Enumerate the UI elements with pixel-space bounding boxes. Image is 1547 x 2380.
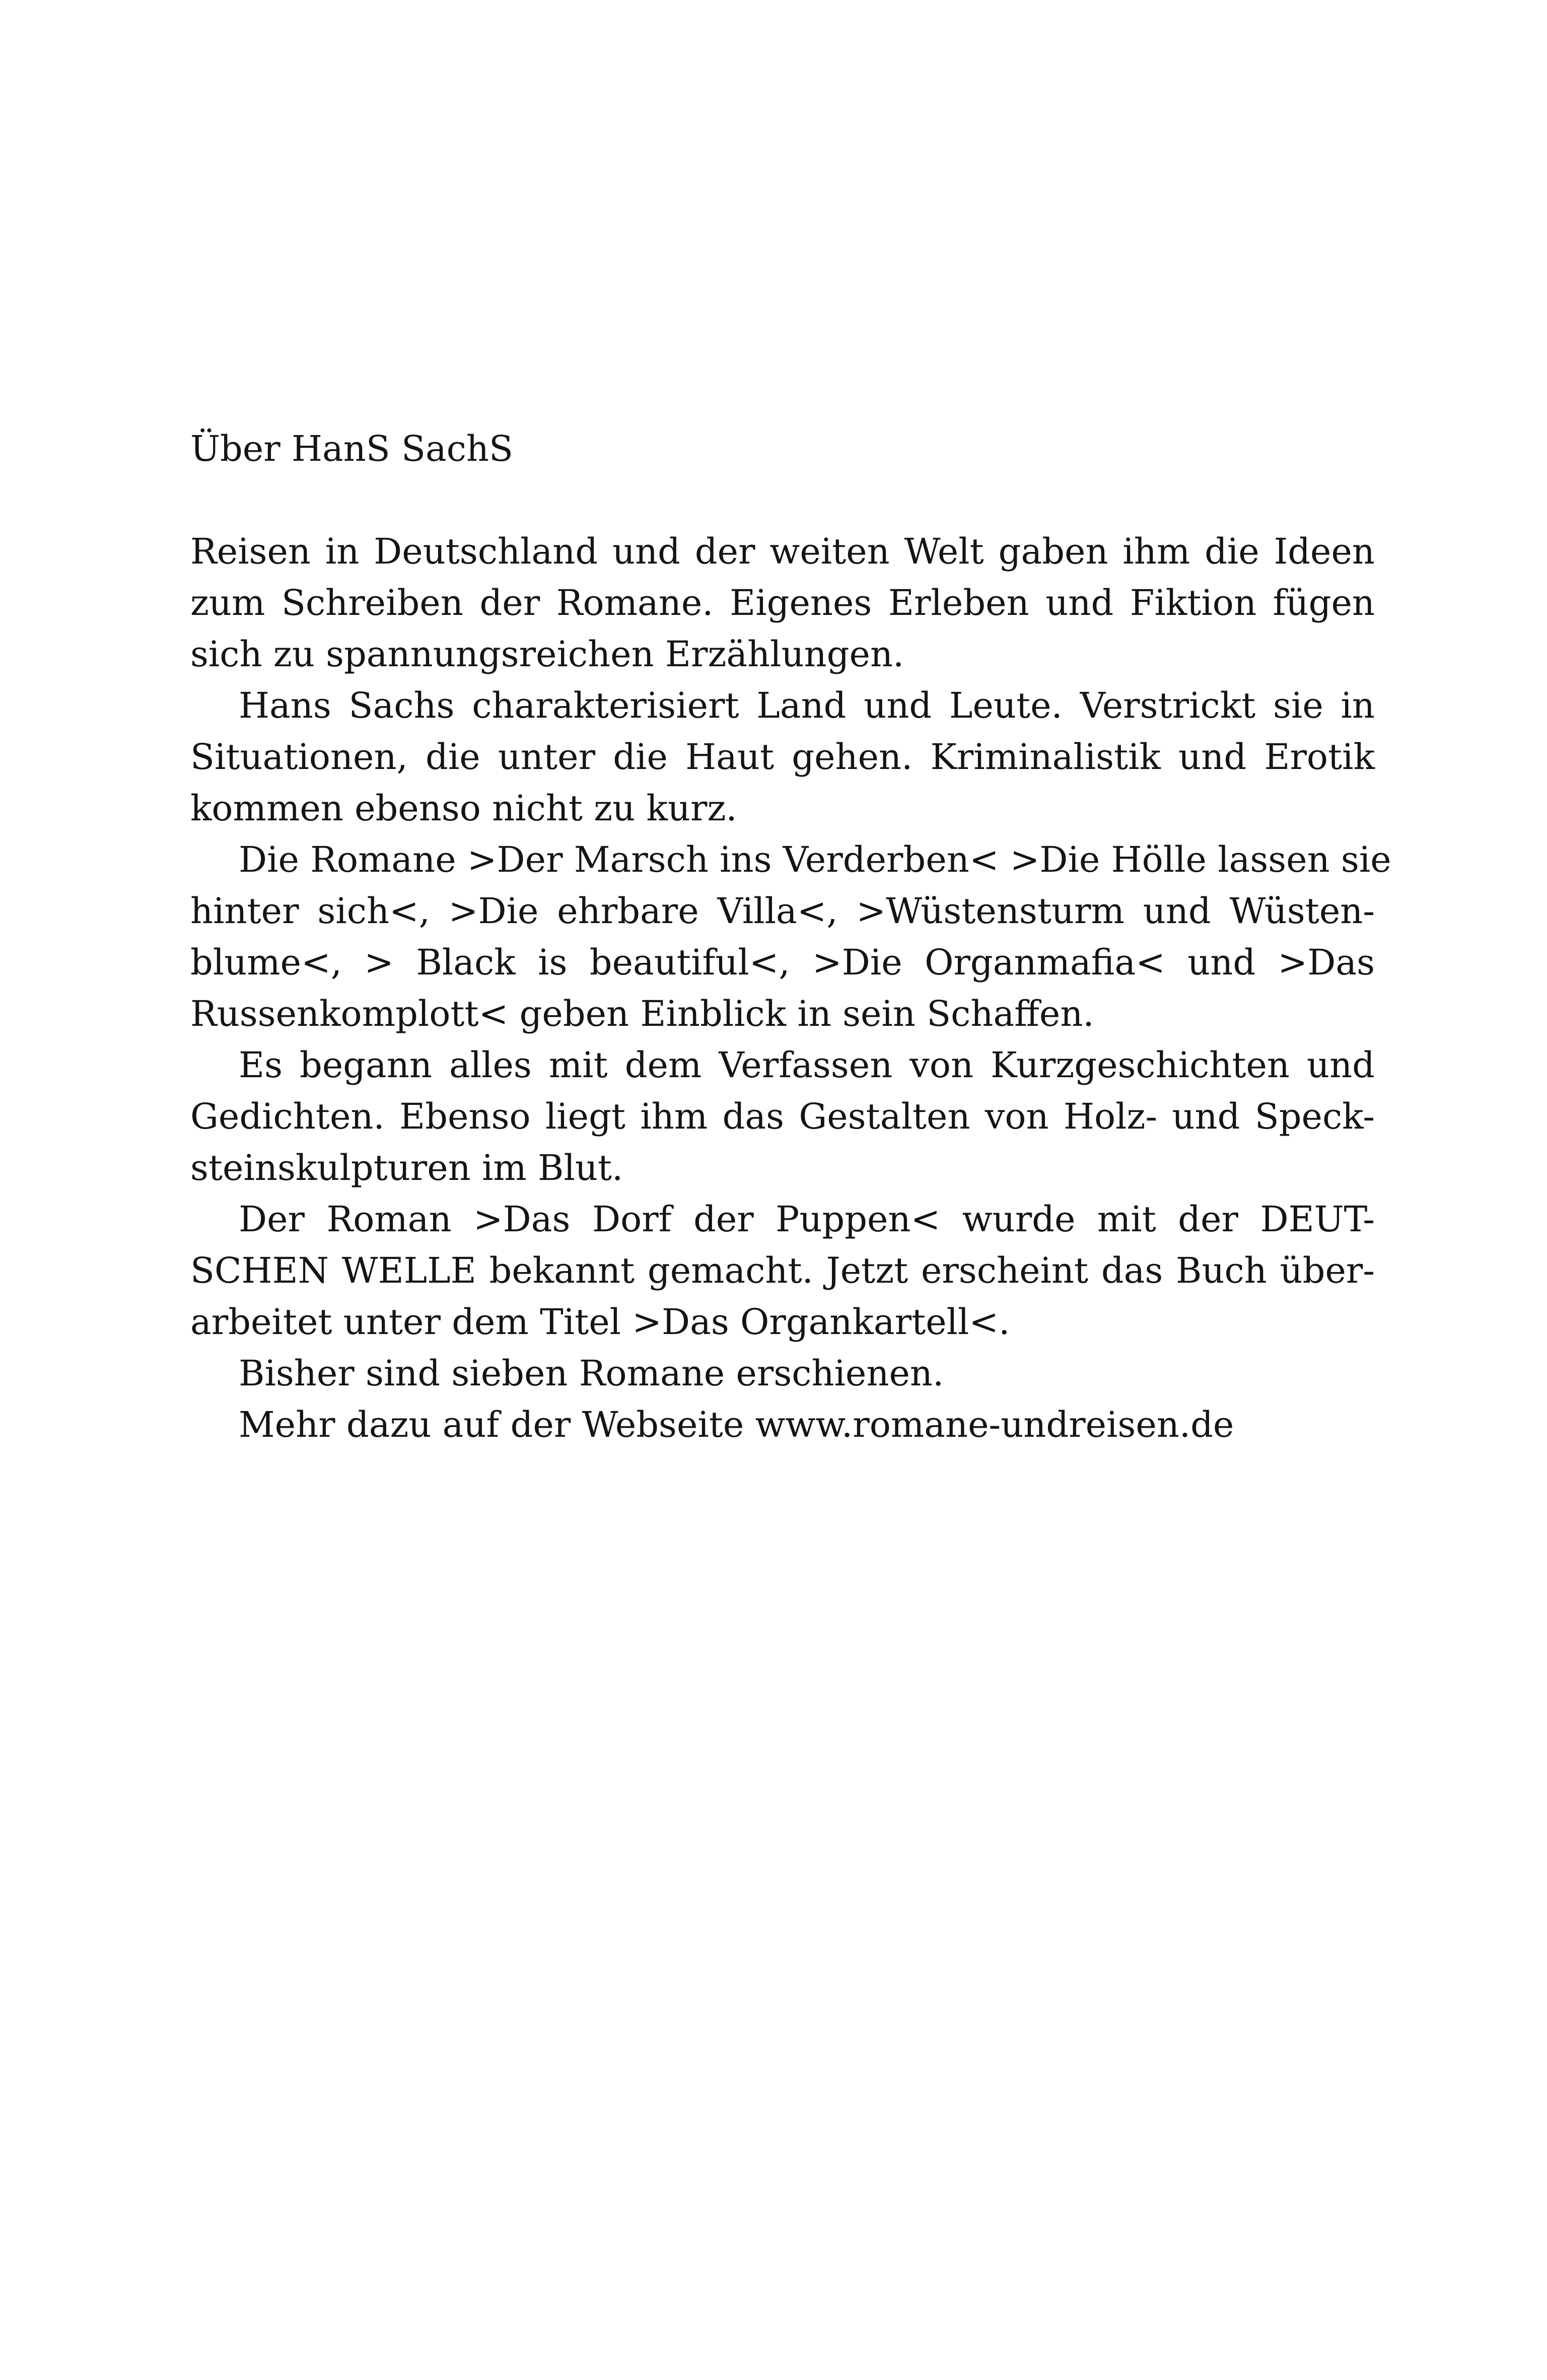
text-line: sich zu spannungsreichen Erzählungen. [190, 634, 904, 675]
text-line: hinter sich<, >Die ehrbare Villa<, >Wüstensturm und Wüsten- [190, 890, 1375, 932]
text-line: Der Roman >Das Dorf der Puppen< wurde mit der DEUT- [239, 1199, 1375, 1240]
text-line: kommen ebenso nicht zu kurz. [190, 788, 737, 829]
section-title: Über HanS SachS [190, 428, 513, 469]
text-line: arbeitet unter dem Titel >Das Organkartell<. [190, 1301, 1010, 1343]
paragraph-count [190, 1348, 1375, 1399]
website-line: Mehr dazu auf der Webseite www.romane-undreisen.de [239, 1404, 1234, 1445]
text-line: zum Schreiben der Romane. Eigenes Erleben und Fiktion fügen [190, 582, 1375, 623]
text-line: Reisen in Deutschland und der weiten Welt gaben ihm die Ideen [190, 531, 1375, 572]
paragraph-website [190, 1399, 1375, 1450]
about-author-section [190, 423, 1391, 1450]
text-line: Situationen, die unter die Haut gehen. Kriminalistik und Erotik [190, 736, 1375, 778]
text-line: Bisher sind sieben Romane erschienen. [239, 1353, 944, 1394]
text-line: blume<, > Black is beautiful<, >Die Organmafia< und >Das [190, 942, 1375, 983]
text-line: Die Romane >Der Marsch ins Verderben< >Die Hölle lassen sie [239, 839, 1391, 880]
paragraph-novels [190, 834, 1391, 1039]
paragraph-characters [190, 680, 1375, 834]
text-line: Gedichten. Ebenso liegt ihm das Gestalten von Holz- und Speck- [190, 1096, 1375, 1137]
text-line: Hans Sachs charakterisiert Land und Leute. Verstrickt sie in [239, 685, 1375, 726]
text-line: Russenkomplott< geben Einblick in sein Schaffen. [190, 993, 1094, 1034]
text-line: Es begann alles mit dem Verfassen von Kurzgeschichten und [239, 1044, 1375, 1086]
paragraph-beginnings [190, 1039, 1375, 1194]
paragraph-deutsche-welle [190, 1194, 1375, 1348]
paragraph-travel [190, 526, 1375, 680]
text-line: steinskulpturen im Blut. [190, 1147, 623, 1188]
text-line: SCHEN WELLE bekannt gemacht. Jetzt erscheint das Buch über- [190, 1250, 1375, 1291]
